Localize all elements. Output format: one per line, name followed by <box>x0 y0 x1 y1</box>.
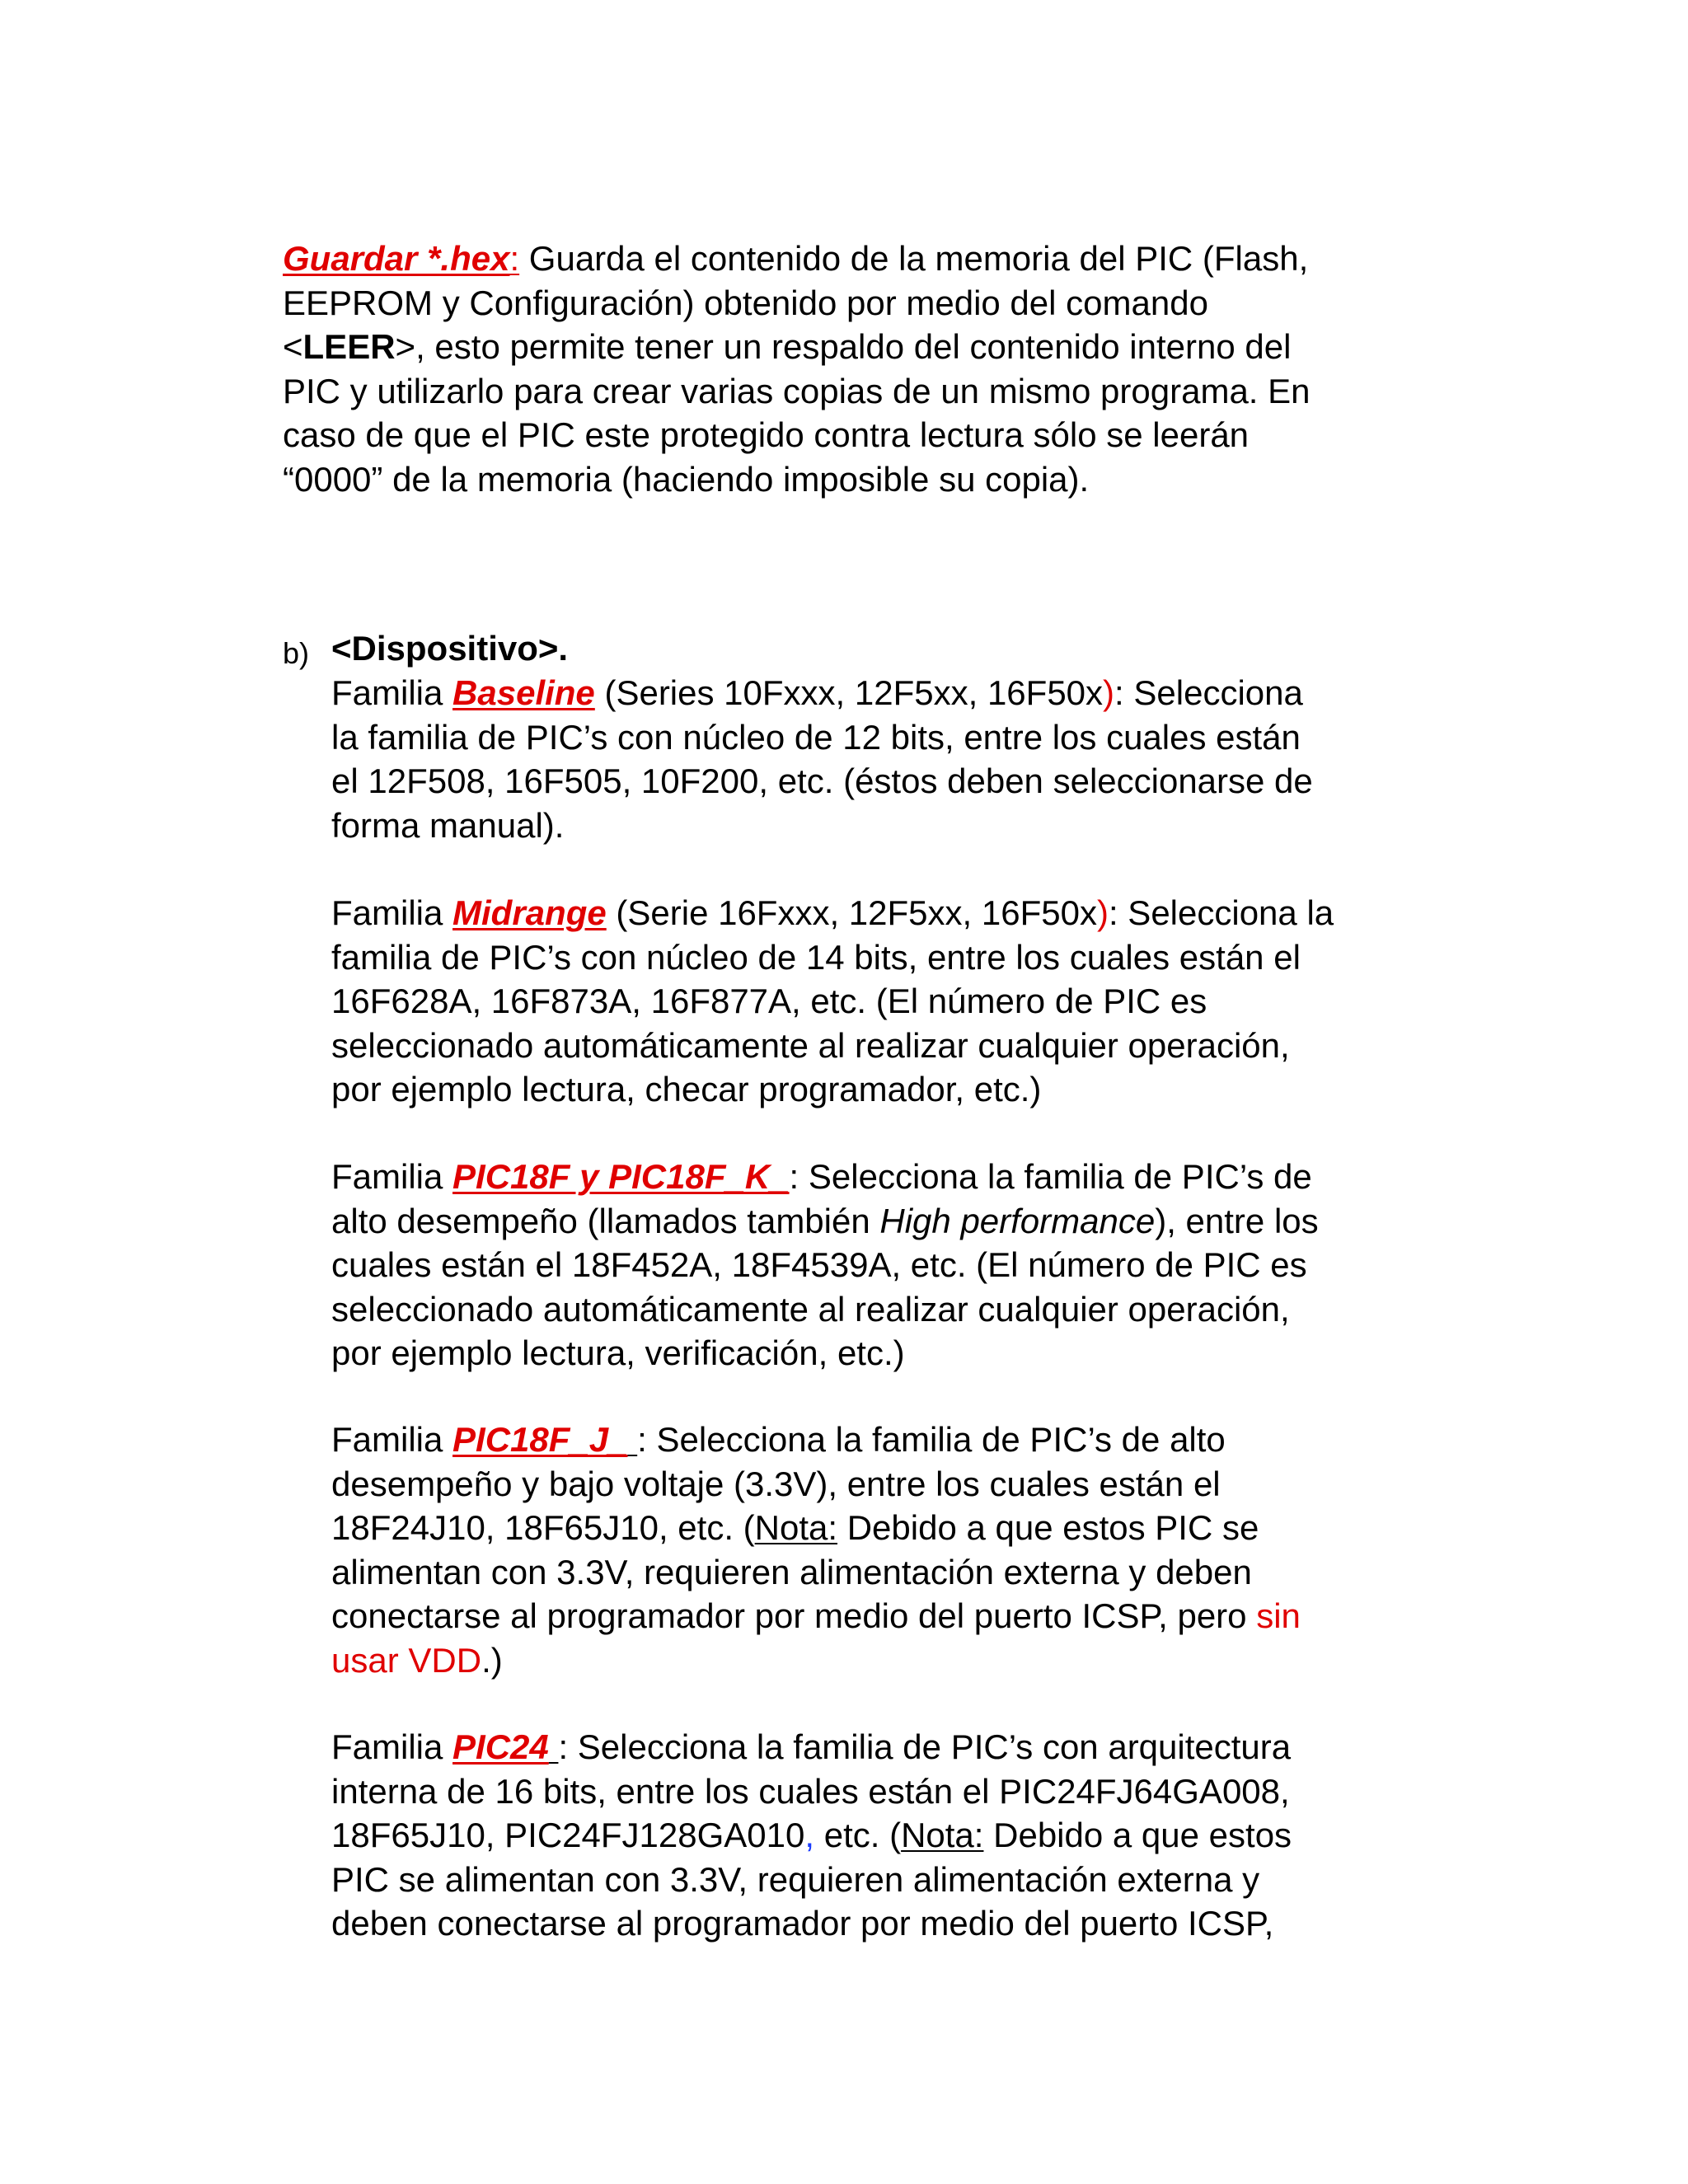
pic18f-prefix: Familia <box>331 1157 453 1196</box>
guardar-line-1 <box>283 237 1311 281</box>
midrange-series: (Serie 16Fxxx, 12F5xx, 16F50x <box>606 893 1097 932</box>
pic18fj-line-2: desempeño y bajo voltaje (3.3V), entre los cuales están el <box>331 1464 1221 1503</box>
midrange-line-1 <box>331 891 1334 935</box>
guardar-text-3: >, esto permite tener un respaldo del contenido interno del <box>395 327 1292 366</box>
pic24-line3-c: Debido a que estos <box>983 1816 1292 1854</box>
list-marker-b: b) <box>283 636 310 670</box>
pic18fj-line-3 <box>331 1506 1301 1550</box>
baseline-line-4: forma manual). <box>331 805 565 845</box>
pic18fj-tail-space <box>628 1420 638 1459</box>
sin-text: sin <box>1256 1596 1301 1635</box>
baseline-line-1 <box>331 671 1313 715</box>
guardar-colon: : <box>509 239 520 278</box>
pic18f-paragraph <box>331 1155 1319 1376</box>
pic24-term: PIC24 <box>452 1727 549 1766</box>
pic18f-line-2 <box>331 1199 1319 1244</box>
guardar-paragraph <box>283 237 1311 501</box>
pic18f-rest: : Selecciona la familia de PIC’s de <box>789 1157 1312 1196</box>
pic24-prefix: Familia <box>331 1727 453 1766</box>
midrange-term: Midrange <box>452 893 607 932</box>
pic18fj-line-6 <box>331 1638 1301 1683</box>
baseline-rest: : Selecciona <box>1114 673 1303 712</box>
pic24-line-5: deben conectarse al programador por medio del puerto ICSP, <box>331 1904 1274 1943</box>
midrange-rest: : Selecciona la <box>1108 893 1334 932</box>
baseline-series: (Series 10Fxxx, 12F5xx, 16F50x <box>594 673 1104 712</box>
pic18fj-line-1 <box>331 1418 1301 1462</box>
midrange-line-4: seleccionado automáticamente al realizar cualquier operación, <box>331 1025 1290 1065</box>
pic18f-line-1 <box>331 1155 1319 1199</box>
midrange-line-3: 16F628A, 16F873A, 16F877A, etc. (El número de PIC es <box>331 982 1207 1020</box>
usar-vdd-text: usar VDD <box>331 1640 482 1680</box>
baseline-prefix: Familia <box>331 673 453 712</box>
midrange-line-2: familia de PIC’s con núcleo de 14 bits, entre los cuales están el <box>331 937 1301 977</box>
pic24-line-3 <box>331 1813 1292 1858</box>
baseline-line-2: la familia de PIC’s con núcleo de 12 bits, entre los cuales están <box>331 717 1301 757</box>
pic24-line-1 <box>331 1725 1292 1769</box>
pic24-nota-label: Nota: <box>901 1816 984 1854</box>
guardar-line-5: caso de que el PIC este protegido contra lectura sólo se leerán <box>283 415 1250 454</box>
pic18fj-prefix: Familia <box>331 1420 453 1459</box>
guardar-line-4: PIC y utilizarlo para crear varias copias de un mismo programa. En <box>283 371 1311 410</box>
pic24-blue-comma: , <box>804 1816 815 1854</box>
pic24-rest: : Selecciona la familia de PIC’s con arquitectura <box>558 1727 1292 1766</box>
guardar-line-6: “0000” de la memoria (haciendo imposible su copia). <box>283 459 1090 499</box>
midrange-paren: ) <box>1096 893 1109 932</box>
baseline-paren: ) <box>1103 673 1115 712</box>
midrange-prefix: Familia <box>331 893 453 932</box>
guardar-term: Guardar *.hex <box>283 239 510 278</box>
pic18fj-paragraph <box>331 1418 1301 1682</box>
baseline-line-3: el 12F508, 16F505, 10F200, etc. (éstos deben seleccionarse de <box>331 762 1313 800</box>
pic24-line-4: PIC se alimentan con 3.3V, requieren alimentación externa y <box>331 1859 1260 1899</box>
baseline-paragraph <box>331 671 1313 847</box>
pic18f-line-5: por ejemplo lectura, verificación, etc.) <box>331 1333 905 1372</box>
guardar-text-1: Guarda el contenido de la memoria del PIC (Flash, <box>519 239 1309 278</box>
pic24-line3-a: 18F65J10, PIC24FJ128GA010 <box>331 1816 805 1854</box>
pic18f-line2-b: ), entre los <box>1155 1201 1319 1240</box>
pic18fj-rest: : Selecciona la familia de PIC’s de alto <box>637 1420 1226 1459</box>
pic18fj-line-4: alimentan con 3.3V, requieren alimentación externa y deben <box>331 1552 1252 1591</box>
pic24-line-2: interna de 16 bits, entre los cuales están el PIC24FJ64GA008, <box>331 1771 1290 1811</box>
section-heading-dispositivo: <Dispositivo>. <box>331 629 569 668</box>
nota-label: Nota: <box>754 1508 838 1547</box>
guardar-lt: < <box>283 327 303 366</box>
midrange-line-5: por ejemplo lectura, checar programador, etc.) <box>331 1070 1042 1108</box>
leer-command: LEER <box>302 327 396 366</box>
pic18fj-line6-b: .) <box>481 1640 503 1680</box>
pic18fj-line3-a: 18F24J10, 18F65J10, etc. ( <box>331 1508 755 1547</box>
pic18f-term: PIC18F y PIC18F_K_ <box>452 1157 790 1196</box>
pic18fj-term: PIC18F_J_ <box>452 1420 628 1459</box>
pic18f-line2-a: alto desempeño (llamados también <box>331 1201 880 1240</box>
midrange-paragraph <box>331 891 1334 1112</box>
guardar-line-3 <box>283 325 1311 369</box>
pic18fj-line3-b: Debido a que estos PIC se <box>837 1508 1259 1547</box>
pic24-line3-b: etc. ( <box>814 1816 902 1854</box>
guardar-line-2: EEPROM y Configuración) obtenido por medio del comando <box>283 283 1208 322</box>
pic18fj-line-5 <box>331 1594 1301 1638</box>
pic24-tail-space <box>549 1727 559 1766</box>
high-performance-text: High performance <box>879 1201 1156 1240</box>
pic18f-line-3: cuales están el 18F452A, 18F4539A, etc. (El número de PIC es <box>331 1245 1307 1284</box>
pic18fj-line5-a: conectarse al programador por medio del puerto ICSP, pero <box>331 1596 1257 1635</box>
baseline-term: Baseline <box>452 673 595 712</box>
pic24-paragraph <box>331 1725 1292 1946</box>
pic18f-line-4: seleccionado automáticamente al realizar cualquier operación, <box>331 1289 1290 1329</box>
